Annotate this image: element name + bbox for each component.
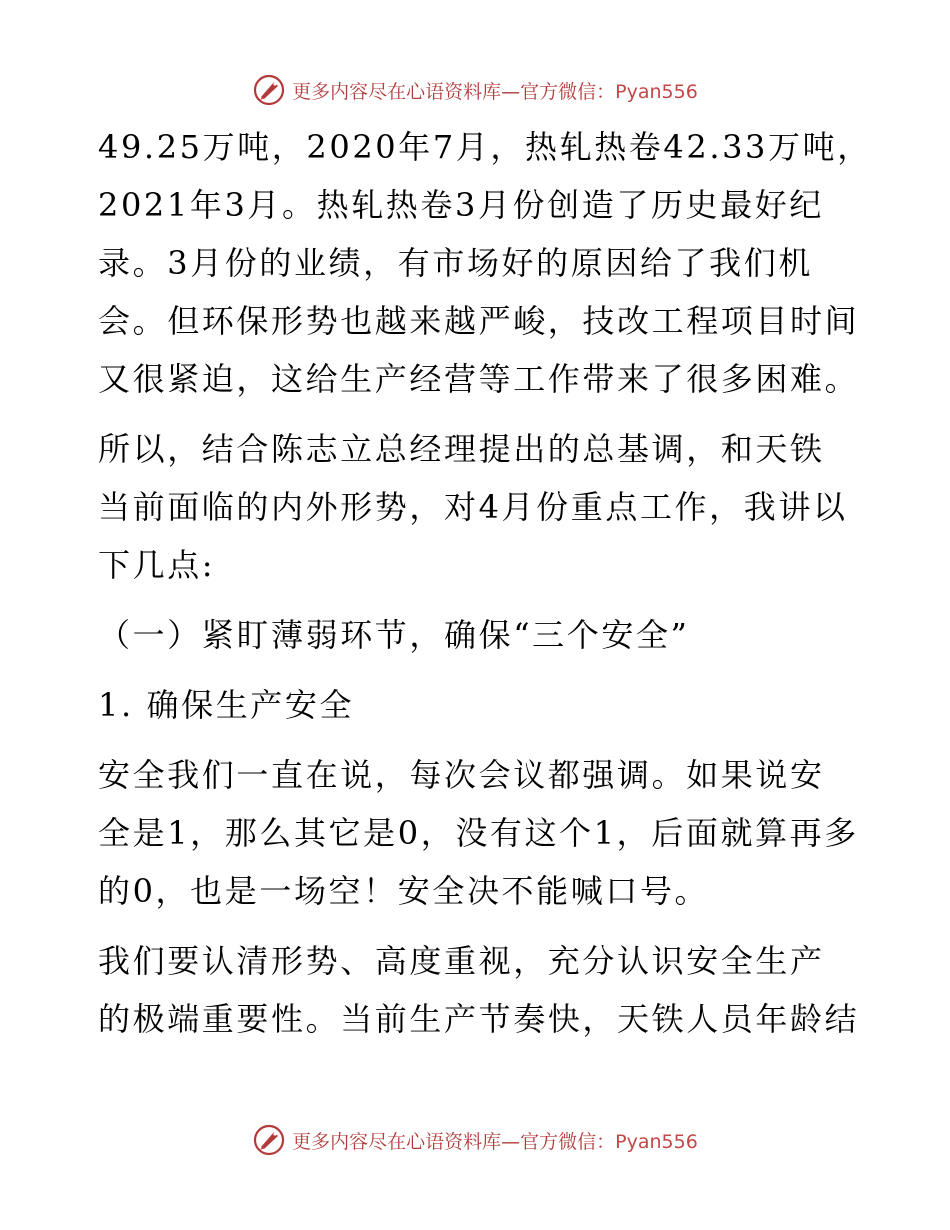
footer-watermark: [0, 1120, 950, 1160]
text-line: （一）紧盯薄弱环节，确保“三个安全”: [98, 616, 690, 654]
text-line: 1. 确保生产安全: [98, 686, 355, 724]
text-line: 安全我们一直在说，每次会议都强调。如果说安: [98, 756, 825, 794]
document-body: [98, 118, 872, 1048]
text-line: 会。但环保形势也越来越严峻，技改工程项目时间: [98, 302, 860, 340]
text-line: 所以，结合陈志立总经理提出的总基调，和天铁: [98, 430, 825, 468]
paragraph: [98, 932, 858, 1048]
paragraph: [98, 118, 872, 408]
text-line: 全是1，那么其它是0，没有这个1，后面就算再多: [98, 814, 859, 852]
paragraph: [98, 676, 858, 734]
header-watermark: [0, 70, 950, 110]
watermark-text: 更多内容尽在心语资料库—官方微信：Pyan556: [292, 80, 698, 103]
pen-nib-icon: [252, 1123, 286, 1157]
text-line: 录。3月份的业绩，有市场好的原因给了我们机: [98, 244, 813, 282]
paragraph: [98, 606, 858, 664]
paragraph: [98, 420, 858, 594]
paragraph: [98, 746, 858, 920]
text-line: 的0，也是一场空！安全决不能喊口号。: [98, 872, 710, 910]
text-line: 2021年3月。热轧热卷3月份创造了历史最好纪: [98, 186, 824, 224]
text-line: 的极端重要性。当前生产节奏快，天铁人员年龄结: [98, 1000, 860, 1038]
text-line: 下几点:: [98, 546, 216, 584]
text-line: 我们要认清形势、高度重视，充分认识安全生产: [98, 942, 825, 980]
pen-nib-icon: [252, 73, 286, 107]
watermark-text: 更多内容尽在心语资料库—官方微信：Pyan556: [292, 1130, 698, 1153]
text-line: 当前面临的内外形势，对4月份重点工作，我讲以: [98, 488, 848, 526]
text-line: 49.25万吨，2020年7月，热轧热卷42.33万吨，: [98, 128, 872, 166]
text-line: 又很紧迫，这给生产经营等工作带来了很多困难。: [98, 360, 860, 398]
